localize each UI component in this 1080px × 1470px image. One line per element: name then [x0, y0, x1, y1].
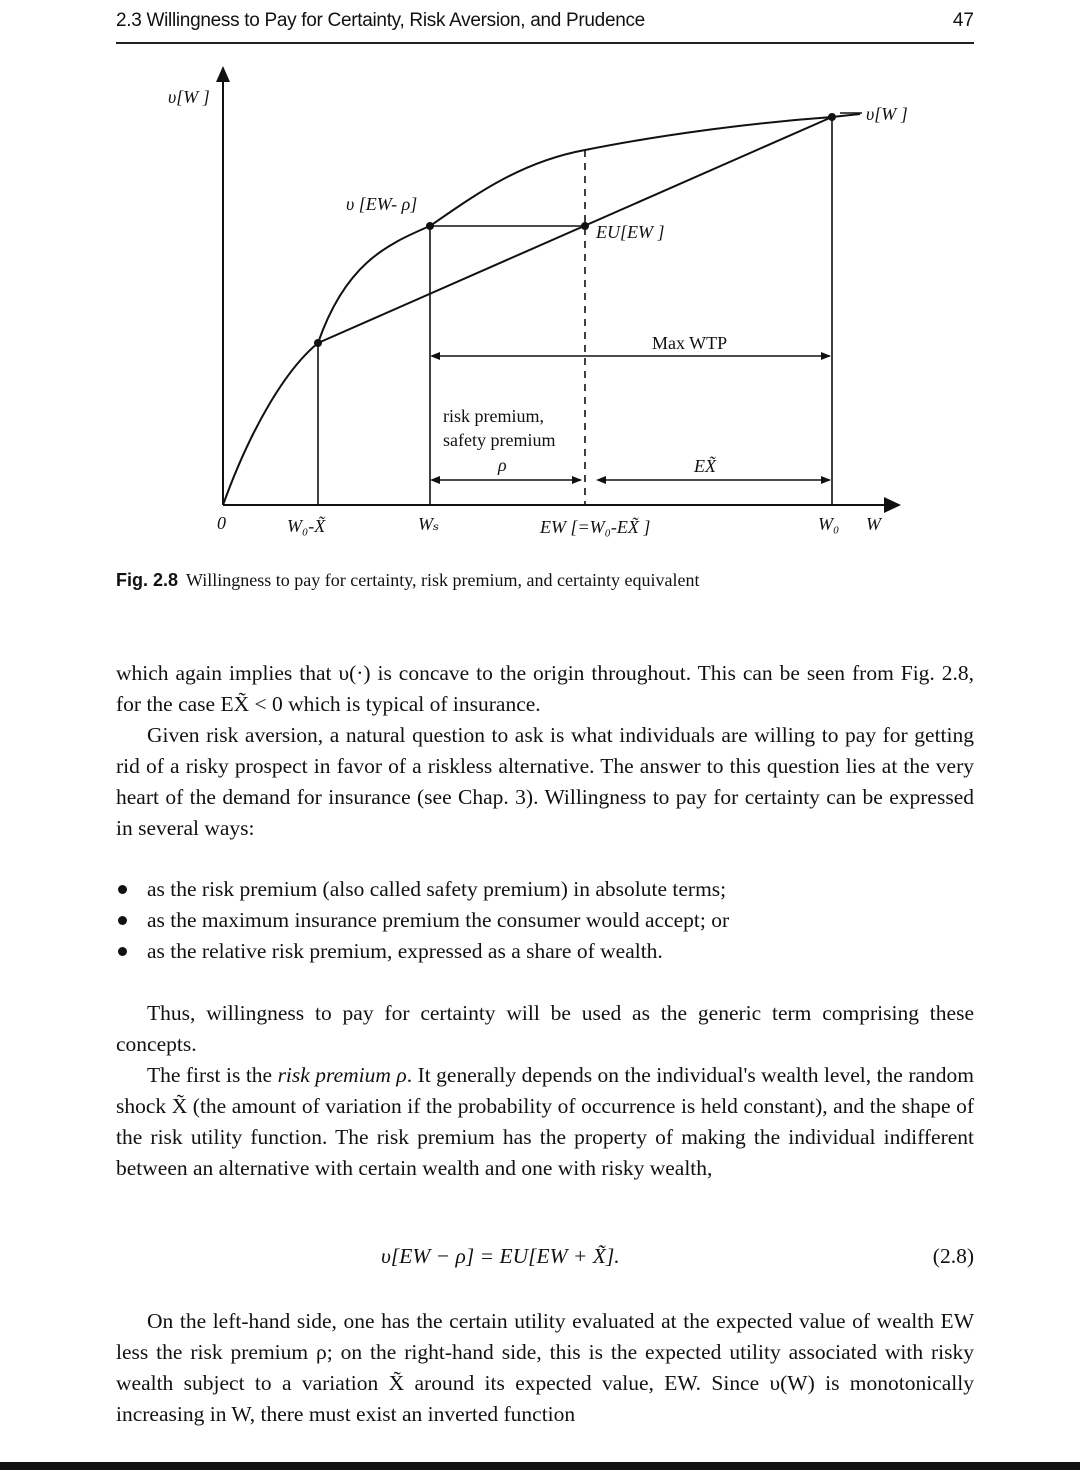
label-ew: EW [=W₀-EX̃ ]	[540, 517, 651, 537]
label-origin: 0	[217, 513, 226, 533]
bullet-item: as the relative risk premium, expressed as a share of wealth.	[116, 936, 974, 967]
label-risk-premium: risk premium,	[443, 406, 544, 426]
label-w0-minus-x: W₀-X̃	[287, 516, 326, 536]
max-wtp-arrow-left-head	[430, 352, 440, 360]
bullet-item: as the maximum insurance premium the consumer would accept; or	[116, 905, 974, 936]
risk-premium-arrow-left-head	[430, 476, 440, 484]
label-safety-premium: safety premium	[443, 430, 556, 450]
figure-caption	[116, 570, 699, 591]
equation-number: (2.8)	[932, 1244, 974, 1268]
caption-text: Willingness to pay for certainty, risk premium, and certainty equivalent	[186, 570, 700, 590]
label-v-ew-rho: υ [EW- ρ]	[346, 194, 418, 214]
point-w0-minus-x	[314, 339, 322, 347]
body-text-bottom	[116, 1306, 974, 1430]
label-w0: W₀	[818, 514, 840, 534]
curve-label: υ[W ]	[866, 104, 908, 124]
body-text-middle	[116, 998, 974, 1184]
bullet-list	[116, 874, 974, 967]
paragraph-5: On the left-hand side, one has the certain utility evaluated at the expected value of wealth EW less the risk premium ρ; on the right-hand side, this is the expected utility associated with risky wealth subject to a variation X̃ around its expected value, EW. Since υ(W) is monotonically increasing in W, there must exist an inverted function	[116, 1309, 974, 1426]
paragraph-2: Given risk aversion, a natural question to ask is what individuals are willing to pay for getting rid of a risky prospect in favor of a riskless alternative. The answer to this question lies at the very heart of the demand for insurance (see Chap. 3). Willingness to pay for certainty can be expressed in several ways:	[116, 723, 974, 840]
para4-pre: The first is the	[147, 1063, 278, 1087]
paragraph-3: Thus, willingness to pay for certainty will be used as the generic term comprising these concepts.	[116, 1001, 974, 1056]
section-title: 2.3 Willingness to Pay for Certainty, Risk Aversion, and Prudence	[116, 10, 645, 31]
label-eu-ew: EU[EW ]	[596, 222, 665, 242]
page-number: 47	[952, 10, 974, 31]
label-w: W	[866, 514, 881, 534]
caption-label: Fig. 2.8	[116, 570, 179, 590]
body-text-top	[116, 658, 974, 844]
ex-arrow-left-head	[596, 476, 606, 484]
point-eu	[581, 222, 589, 230]
label-max-wtp: Max WTP	[652, 333, 728, 353]
label-rho: ρ	[498, 455, 507, 475]
chord-line	[318, 117, 832, 343]
equation-2-8	[116, 1244, 974, 1276]
y-axis-arrowhead	[216, 66, 230, 82]
bottom-bar	[0, 1462, 1080, 1470]
paragraph-1: which again implies that υ(·) is concave to the origin throughout. This can be seen from Fig. 2.8, for the case EX̃ < 0 which is typical of insurance.	[116, 661, 974, 716]
paragraph-4	[116, 1060, 974, 1184]
point-ws	[426, 222, 434, 230]
x-axis-arrowhead	[884, 497, 901, 513]
equation-formula: υ[EW − ρ] = EU[EW + X̃].	[381, 1244, 620, 1268]
risk-premium-term: risk premium ρ	[277, 1063, 407, 1087]
label-ex: EX̃	[694, 456, 716, 476]
running-header	[116, 8, 974, 44]
bullet-item: as the risk premium (also called safety premium) in absolute terms;	[116, 874, 974, 905]
y-axis-label: υ[W ]	[168, 87, 210, 107]
figure-2-8-diagram	[0, 50, 1080, 570]
para4-post: . It generally depends on the individual's wealth level, the random shock X̃ (the amount of variation if the probability of occurrence is held constant), and the shape of the risk utility function. The risk premium has the property of making the individual indifferent between an alternative with certain wealth and one with risky wealth,	[116, 1063, 974, 1180]
label-ws: Wₛ	[418, 514, 440, 534]
point-w0	[828, 113, 836, 121]
